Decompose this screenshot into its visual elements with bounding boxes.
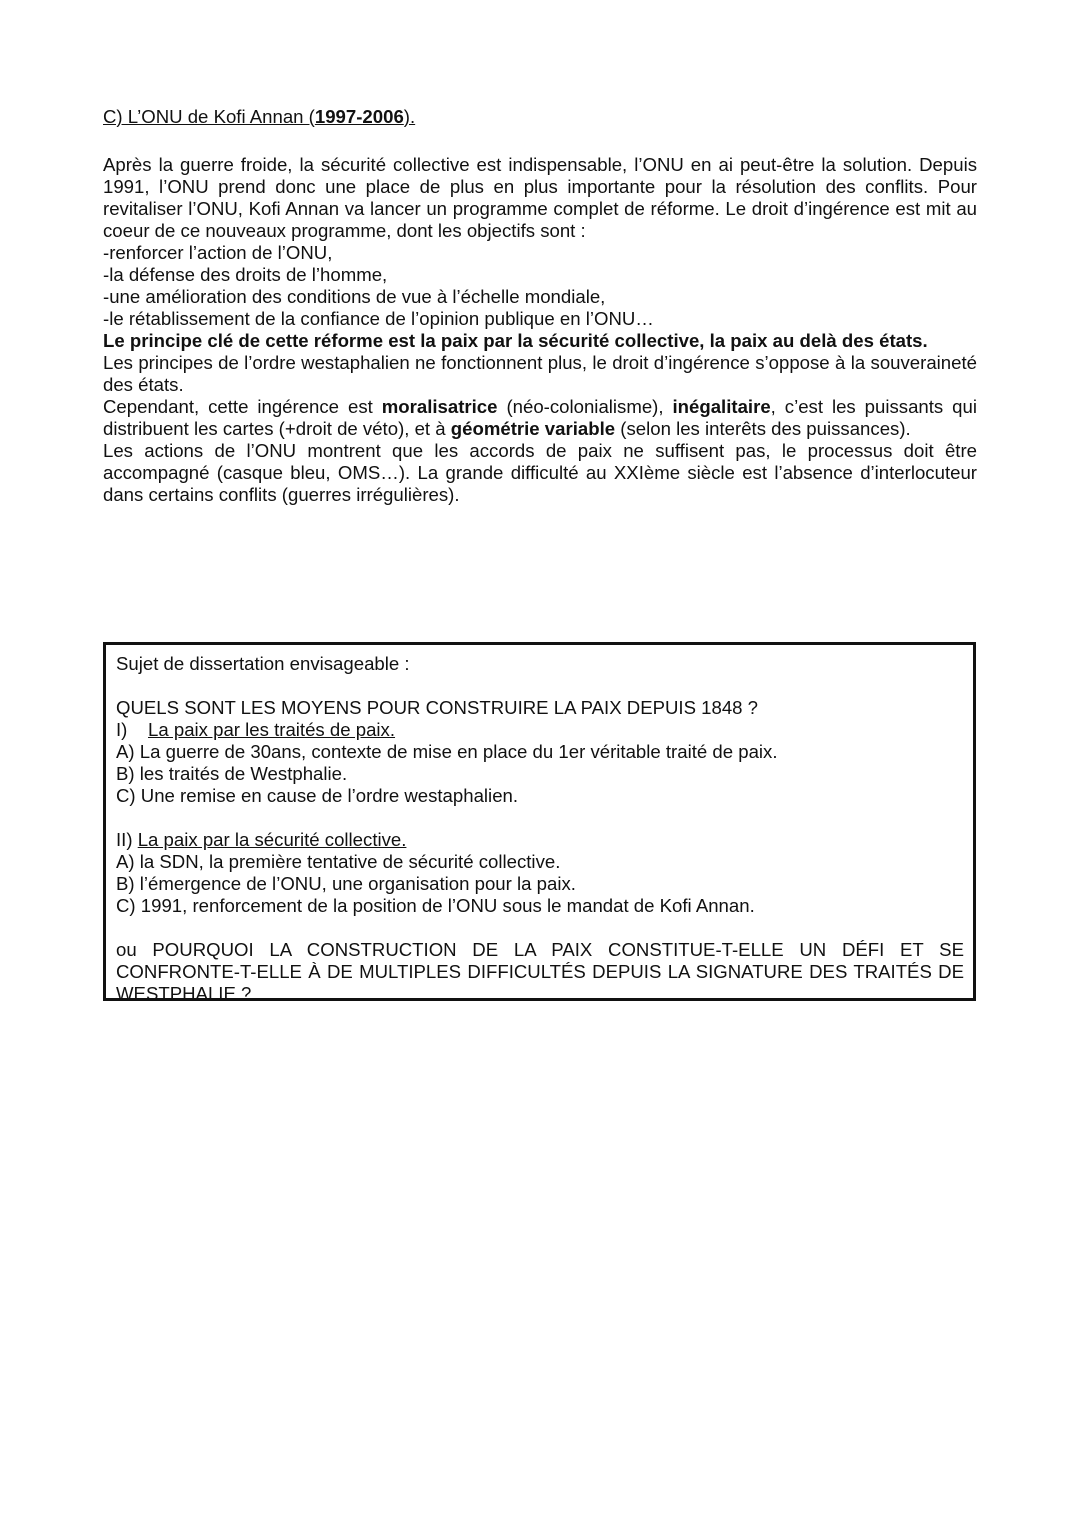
heading-suffix: ). [403,106,416,127]
heading-years: 1997-2006 [314,106,404,127]
part2-heading [116,829,964,851]
part2-items [116,851,964,917]
key-principle-paragraph: Le principe clé de cette réforme est la paix par la sécurité collective, la paix au delà des états. [103,330,928,351]
objective-item: -une amélioration des conditions de vue à l’échelle mondiale, [103,286,606,307]
document-page [103,106,977,506]
alternative-question: ou POURQUOI LA CONSTRUCTION DE LA PAIX CONSTITUE-T-ELLE UN DÉFI ET SE CONFRONTE-T-ELLE À DE MULTIPLES DIFFICULTÉS DEPUIS LA SIGNATURE DES TRAITÉS DE WESTPHALIE ? [116,939,964,1004]
part2-numeral: II) [116,829,133,850]
part1-heading [116,719,964,741]
however-text: (néo-colonialisme), [497,396,673,417]
outline-item: A) la SDN, la première tentative de sécurité collective. [116,851,561,872]
outline-item: C) Une remise en cause de l’ordre westaphalien. [116,785,519,806]
outline-item: B) les traités de Westphalie. [116,763,348,784]
however-text: (selon les interêts des puissances). [615,418,911,439]
box-label: Sujet de dissertation envisageable : [116,653,410,674]
however-text: , c’est les puissants qui distribuent les cartes (+droit de véto), et à [103,396,977,439]
outline-item: C) 1991, renforcement de la position de l’ONU sous le mandat de Kofi Annan. [116,895,755,916]
outline-item: B) l’émergence de l’ONU, une organisation pour la paix. [116,873,576,894]
intro-paragraph: Après la guerre froide, la sécurité collective est indispensable, l’ONU en ai peut-être la solution. Depuis 1991, l’ONU prend donc une place de plus en plus importante pour la résolution des conflits. Pour revitaliser l’ONU, Kofi Annan va lancer un programme complet de réforme. Le droit d’ingérence est mit au coeur de ce nouveaux programme, dont les objectifs sont : [103,154,977,241]
part1-items [116,741,964,807]
box-question: QUELS SONT LES MOYENS POUR CONSTRUIRE LA PAIX DEPUIS 1848 ? [116,697,759,718]
part1-numeral: I) [116,719,128,740]
however-bold-moralisatrice: moralisatrice [381,396,498,417]
part1-title: La paix par les traités de paix. [148,719,396,740]
section-heading [103,106,977,128]
outline-item: A) La guerre de 30ans, contexte de mise en place du 1er véritable traité de paix. [116,741,778,762]
objective-item: -la défense des droits de l’homme, [103,264,388,285]
however-text: Cependant, cette ingérence est [103,396,382,417]
westphalian-paragraph: Les principes de l’ordre westaphalien ne fonctionnent plus, le droit d’ingérence s’oppose à la souveraineté des états. [103,352,977,395]
heading-prefix: C) L’ONU de Kofi Annan ( [103,106,315,127]
part2-title: La paix par la sécurité collective. [137,829,407,850]
objectives-list [103,242,977,330]
objective-item: -renforcer l’action de l’ONU, [103,242,333,263]
objective-item: -le rétablissement de la confiance de l’opinion publique en l’ONU… [103,308,654,329]
however-paragraph [103,396,977,440]
however-bold-inegalitaire: inégalitaire [672,396,771,417]
however-bold-geometrie: géométrie variable [450,418,616,439]
actions-paragraph: Les actions de l’ONU montrent que les accords de paix ne suffisent pas, le processus doit être accompagné (casque bleu, OMS…). La grande difficulté au XXIème siècle est l’absence d’interlocuteur dans certains conflits (guerres irrégulières). [103,440,977,505]
dissertation-box [103,642,976,1004]
